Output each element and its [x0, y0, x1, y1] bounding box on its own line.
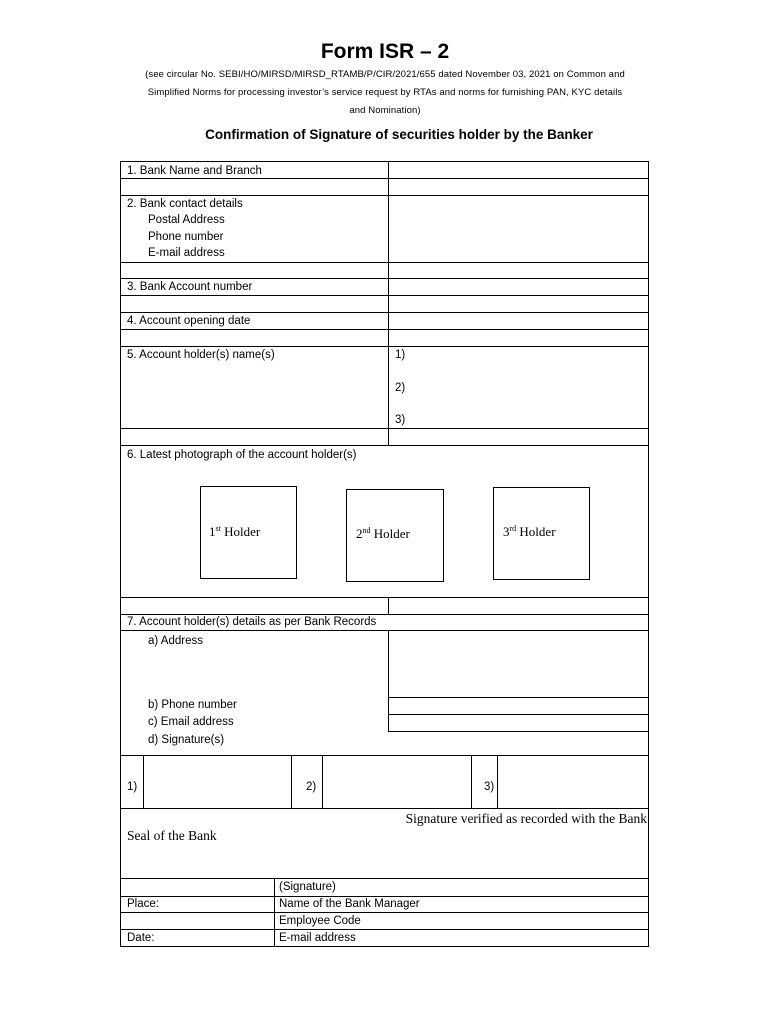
holder-address-label: a) Address — [148, 635, 203, 647]
bank-name-label: 1. Bank Name and Branch — [127, 165, 262, 177]
bank-records-label: 7. Account holder(s) details as per Bank Records — [127, 616, 377, 628]
seal-of-bank-label: Seal of the Bank — [127, 828, 217, 843]
row-line — [120, 755, 649, 756]
date-label: Date: — [127, 932, 155, 944]
place-label: Place: — [127, 898, 159, 910]
manager-signature-label: (Signature) — [279, 881, 336, 893]
row-line — [120, 878, 649, 879]
account-holder-names-label: 5. Account holder(s) name(s) — [127, 349, 275, 361]
photo-box-holder-3[interactable] — [493, 487, 590, 580]
holder-email-label: c) Email address — [148, 716, 234, 728]
column-divider — [388, 161, 389, 445]
photo-label-holder-2: 2nd Holder — [356, 526, 410, 541]
subtitle-line-2: Simplified Norms for processing investor’s service request by RTAs and norms for furnishing PAN, KYC details — [147, 87, 623, 98]
column-divider — [388, 630, 389, 731]
holder-address-field[interactable] — [390, 632, 646, 696]
account-opening-date-label: 4. Account opening date — [127, 315, 251, 327]
row-line — [120, 946, 649, 947]
signature-divider — [291, 755, 292, 808]
form-title: Form ISR – 2 — [320, 40, 450, 63]
holder-signatures-label: d) Signature(s) — [148, 734, 225, 746]
holder-name-3[interactable]: 3) — [395, 414, 406, 426]
row-line — [120, 428, 649, 429]
photo-box-holder-1[interactable] — [200, 486, 297, 579]
signature-1-label: 1) — [127, 781, 138, 793]
photo-label-holder-1: 1st Holder — [209, 524, 261, 539]
signature-1-field[interactable] — [145, 757, 290, 807]
row-line — [388, 697, 649, 698]
signature-divider — [497, 755, 498, 808]
row-line — [120, 445, 649, 446]
holder-phone-label: b) Phone number — [148, 699, 237, 711]
subtitle-line-1: (see circular No. SEBI/HO/MIRSD/MIRSD_RTAMB/P/CIR/2021/655 dated November 03, 2021 on Common and — [145, 69, 625, 80]
row-line — [120, 329, 649, 330]
account-number-label: 3. Bank Account number — [127, 281, 253, 293]
row-line — [120, 929, 649, 930]
form-heading: Confirmation of Signature of securities holder by the Banker — [205, 127, 593, 142]
manager-email-label: E-mail address — [279, 932, 356, 944]
photo-box-holder-2[interactable] — [346, 489, 444, 582]
row-line — [120, 630, 649, 631]
account-opening-date-field[interactable] — [390, 314, 646, 328]
bank-contact-label: 2. Bank contact details — [127, 198, 243, 210]
holder-email-field[interactable] — [390, 716, 646, 730]
row-line — [120, 295, 649, 296]
signature-verified-text: Signature verified as recorded with the Bank — [405, 811, 647, 826]
holder-phone-field[interactable] — [390, 699, 646, 713]
manager-name-label: Name of the Bank Manager — [279, 898, 420, 910]
postal-address-label: Postal Address — [148, 214, 225, 226]
row-line — [388, 731, 649, 732]
signature-2-label: 2) — [306, 781, 317, 793]
employee-code-label: Employee Code — [279, 915, 361, 927]
signature-divider — [471, 755, 472, 808]
row-line — [120, 597, 649, 598]
holder-name-1[interactable]: 1) — [395, 349, 406, 361]
bank-contact-field[interactable] — [390, 197, 646, 260]
row-line — [120, 808, 649, 809]
bank-phone-label: Phone number — [148, 231, 224, 243]
footer-divider — [274, 878, 275, 946]
signature-divider — [143, 755, 144, 808]
holder-name-2[interactable]: 2) — [395, 382, 406, 394]
signature-divider — [322, 755, 323, 808]
photo-label-holder-3: 3rd Holder — [503, 524, 556, 539]
signature-3-field[interactable] — [499, 757, 647, 807]
subtitle-line-3: and Nomination) — [349, 105, 421, 116]
photograph-label: 6. Latest photograph of the account holder(s) — [127, 449, 357, 461]
account-number-field[interactable] — [390, 280, 646, 294]
signature-3-label: 3) — [484, 781, 495, 793]
row-line — [388, 714, 649, 715]
row-line — [120, 161, 649, 162]
bank-email-label: E-mail address — [148, 247, 225, 259]
bank-name-field[interactable] — [390, 163, 646, 177]
row-line — [120, 262, 649, 263]
signature-2-field[interactable] — [324, 757, 470, 807]
form-subtitle — [110, 66, 660, 120]
row-line — [120, 912, 649, 913]
column-divider — [388, 597, 389, 614]
